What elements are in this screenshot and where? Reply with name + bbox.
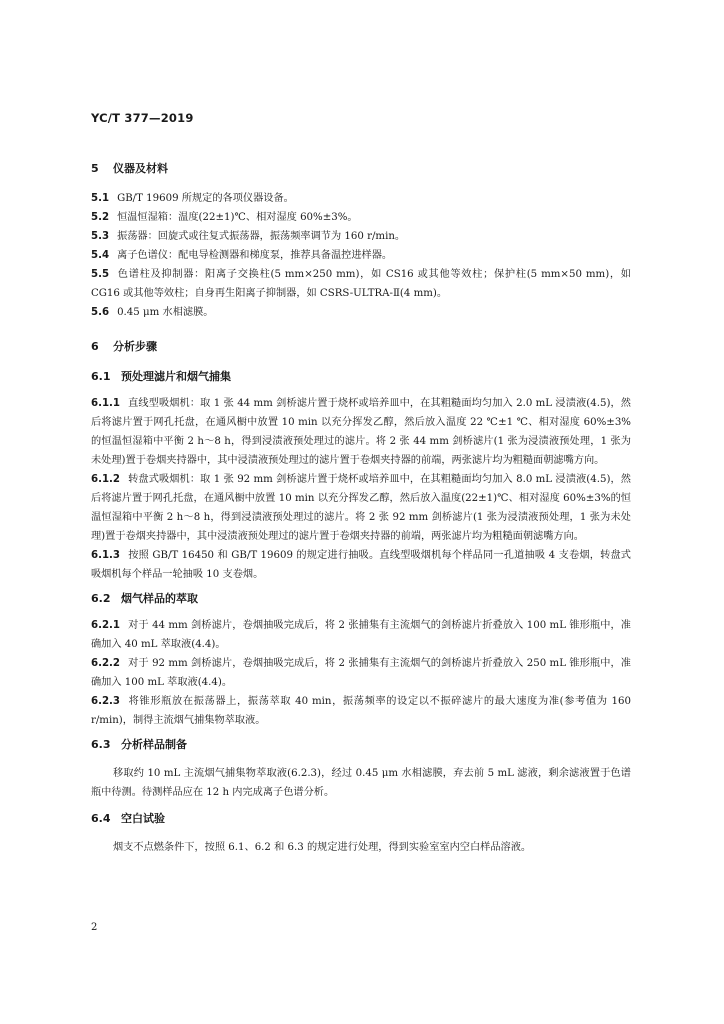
section-number: 5 [91,162,99,175]
clause-5-1 [91,189,631,208]
clause-text: 将锥形瓶放在振荡器上，振荡萃取 40 min，振荡频率的设定以不振碎滤片的最大速度为准(参考值为 160 r/min)，制得主流烟气捕集物萃取液。 [91,696,631,726]
clause-number: 5.5 [91,269,110,280]
clause-5-5 [91,265,631,303]
subsection-number: 6.4 [91,812,111,825]
subsection-heading-6-4 [91,810,631,828]
standard-code-header: YC/T 377—2019 [91,111,194,125]
clause-number: 5.6 [91,307,110,318]
subsection-number: 6.2 [91,592,111,605]
clause-6-1-3 [91,546,631,584]
clause-6-2-2 [91,654,631,692]
subsection-title: 空白试验 [121,812,165,825]
subsection-number: 6.3 [91,738,111,751]
subsection-number: 6.1 [91,370,111,383]
clause-5-3 [91,227,631,246]
clause-6-1-1 [91,394,631,470]
clause-text: 对于 44 mm 剑桥滤片，卷烟抽吸完成后，将 2 张捕集有主流烟气的剑桥滤片折叠放入 100 mL 锥形瓶中，准确加入 40 mL 萃取液(4.4)。 [91,620,631,650]
clause-text: 振荡器：回旋式或往复式振荡器，振荡频率调节为 160 r/min。 [117,231,406,242]
clause-text: 按照 GB/T 16450 和 GB/T 19609 的规定进行抽吸。直线型吸烟机每个样品同一孔道抽吸 4 支卷烟，转盘式吸烟机每个样品一轮抽吸 10 支卷烟。 [91,550,631,580]
clause-text: 色谱柱及抑制器：阳离子交换柱(5 mm×250 mm)，如 CS16 或其他等效柱；保护柱(5 mm×50 mm)，如 CG16 或其他等效柱；自身再生阳离子抑制器，如 CSRS-ULTRA-Ⅱ(4 mm)。 [91,269,631,299]
clause-6-1-2 [91,470,631,546]
subsection-heading-6-2 [91,590,631,608]
section-number: 6 [91,340,99,353]
section-title: 分析步骤 [113,340,157,353]
clause-text: 恒温恒湿箱：温度(22±1)℃、相对湿度 60%±3%。 [117,212,358,223]
clause-text: 直线型吸烟机：取 1 张 44 mm 剑桥滤片置于烧杯或培养皿中，在其粗糙面均匀加入 2.0 mL 浸渍液(4.5)，然后将滤片置于网孔托盘，在通风橱中放置 10 min 以充分挥发乙醇，然后放入温度 22 ℃±1 ℃、相对湿度 60%±3%的恒温恒湿箱中平衡 2 h～8 h，得到浸渍液预处理过的滤片。将 2 张 44 mm 剑桥滤片(1 张为浸渍液预处理，1 张为未处理)置于卷烟夹持器中，其中浸渍液预处理过的滤片置于卷烟夹持器的前端，两张滤片均为粗糙面朝滤嘴方向。 [91,398,631,466]
clause-number: 6.1.3 [91,550,121,561]
paragraph-6-3: 移取约 10 mL 主流烟气捕集物萃取液(6.2.3)，经过 0.45 μm 水相滤膜，弃去前 5 mL 滤液，剩余滤液置于色谱瓶中待测。待测样品应在 12 h 内完成离子色谱分析。 [91,768,631,798]
clause-text: GB/T 19609 所规定的各项仪器设备。 [117,193,294,204]
clause-5-6 [91,303,631,322]
clause-5-4 [91,246,631,265]
clause-5-2 [91,208,631,227]
clause-text: 转盘式吸烟机：取 1 张 92 mm 剑桥滤片置于烧杯或培养皿中，在其粗糙面均匀加入 8.0 mL 浸渍液(4.5)，然后将滤片置于网孔托盘，在通风橱中放置 10 min 以充分挥发乙醇，然后放入温度(22±1)℃、相对湿度 60%±3%的恒温恒湿箱中平衡 2 h～8 h，得到浸渍液预处理过的滤片。将 2 张 92 mm 剑桥滤片(1 张为浸渍液预处理，1 张为未处理)置于卷烟夹持器中，其中浸渍液预处理过的滤片置于卷烟夹持器的前端，两张滤片均为粗糙面朝滤嘴方向。 [91,474,631,542]
clause-text: 对于 92 mm 剑桥滤片，卷烟抽吸完成后，将 2 张捕集有主流烟气的剑桥滤片折叠放入 250 mL 锥形瓶中，准确加入 100 mL 萃取液(4.4)。 [91,658,631,688]
subsection-heading-6-1 [91,368,631,386]
clause-number: 5.2 [91,212,110,223]
subsection-title: 分析样品制备 [121,738,187,751]
document-body [91,160,631,857]
clause-text: 0.45 μm 水相滤膜。 [117,307,214,318]
clause-6-2-1 [91,616,631,654]
clause-number: 6.1.2 [91,474,121,485]
clause-number: 5.3 [91,231,110,242]
subsection-heading-6-3 [91,736,631,754]
clause-6-2-3 [91,692,631,730]
clause-number: 6.2.2 [91,658,121,669]
clause-number: 5.1 [91,193,110,204]
clause-text: 离子色谱仪：配电导检测器和梯度泵，推荐具备温控进样器。 [117,250,393,261]
page-number: 2 [91,922,98,933]
section-heading-6 [91,338,631,356]
subsection-title: 烟气样品的萃取 [121,592,198,605]
clause-number: 6.1.1 [91,398,121,409]
paragraph-6-4: 烟支不点燃条件下，按照 6.1、6.2 和 6.3 的规定进行处理，得到实验室室内空白样品溶液。 [113,842,532,853]
section-title: 仪器及材料 [113,162,168,175]
clause-number: 6.2.1 [91,620,121,631]
clause-number: 6.2.3 [91,696,121,707]
subsection-title: 预处理滤片和烟气捕集 [121,370,231,383]
clause-number: 5.4 [91,250,110,261]
section-heading-5 [91,160,631,178]
